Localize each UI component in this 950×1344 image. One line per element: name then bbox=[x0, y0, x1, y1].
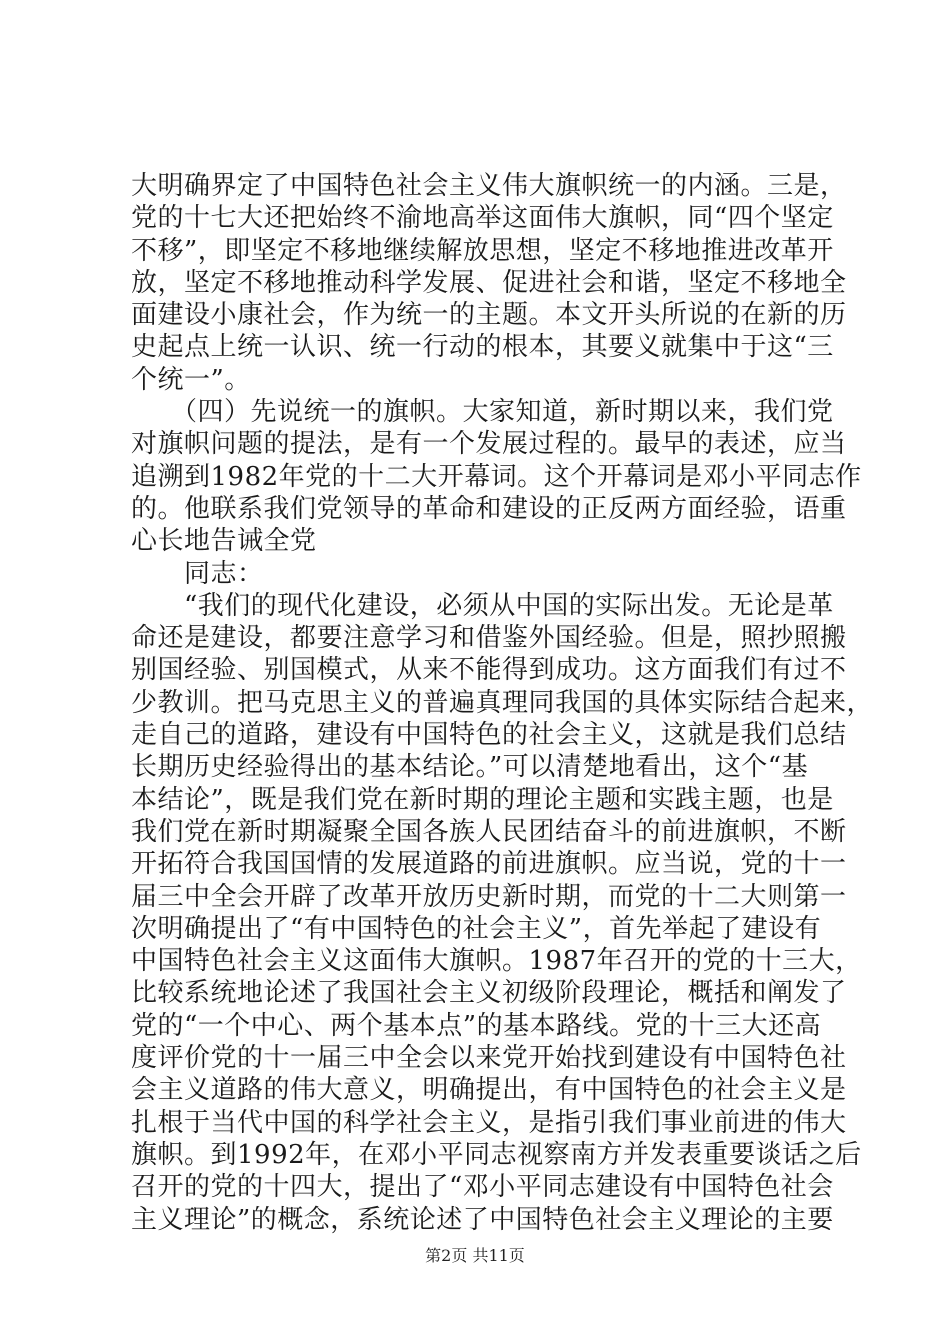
text-line: 不移”，即坚定不移地继续解放思想，坚定不移地推进改革开 bbox=[131, 235, 834, 266]
page-footer: 第2页 共11页 bbox=[425, 1246, 525, 1265]
text-line: 同志： bbox=[131, 558, 264, 589]
text-line: 党的“一个中心、两个基本点”的基本路线。党的十三大还高 bbox=[131, 1010, 822, 1041]
text-line: 面建设小康社会，作为统一的主题。本文开头所说的在新的历 bbox=[131, 300, 847, 331]
text-line: 心长地告诫全党 bbox=[131, 526, 317, 557]
text-line: 大明确界定了中国特色社会主义伟大旗帜统一的内涵。三是， bbox=[131, 171, 847, 201]
text-line: 史起点上统一认识、统一行动的根本，其要义就集中于这“三 bbox=[131, 332, 834, 363]
text-line: 别国经验、别国模式，从来不能得到成功。这方面我们有过不 bbox=[131, 655, 847, 686]
text-line: 命还是建设，都要注意学习和借鉴外国经验。但是，照抄照搬 bbox=[131, 623, 847, 654]
text-line: 比较系统地论述了我国社会主义初级阶段理论，概括和阐发了 bbox=[131, 978, 847, 1009]
text-line: 追溯到1982年党的十二大开幕词。这个开幕词是邓小平同志作 bbox=[131, 461, 862, 492]
text-line: 少教训。把马克思主义的普遍真理同我国的具体实际结合起来， bbox=[131, 687, 874, 718]
text-line: 放，坚定不移地推动科学发展、促进社会和谐，坚定不移地全 bbox=[131, 267, 847, 298]
text-line: 开拓符合我国国情的发展道路的前进旗帜。应当说，党的十一 bbox=[131, 849, 847, 880]
text-line: 届三中全会开辟了改革开放历史新时期，而党的十二大则第一 bbox=[131, 881, 847, 912]
text-line: 对旗帜问题的提法，是有一个发展过程的。最早的表述，应当 bbox=[131, 429, 847, 460]
text-line: 旗帜。到1992年，在邓小平同志视察南方并发表重要谈话之后 bbox=[131, 1139, 862, 1170]
text-line: 本结论”，既是我们党在新时期的理论主题和实践主题，也是 bbox=[131, 784, 834, 815]
text-line: 召开的党的十四大，提出了“邓小平同志建设有中国特色社会 bbox=[131, 1172, 834, 1203]
text-line: 走自己的道路，建设有中国特色的社会主义，这就是我们总结 bbox=[131, 720, 847, 751]
text-line: 次明确提出了“有中国特色的社会主义”，首先举起了建设有 bbox=[131, 913, 822, 944]
text-line: 中国特色社会主义这面伟大旗帜。1987年召开的党的十三大， bbox=[131, 946, 862, 977]
document-body bbox=[131, 170, 874, 1236]
text-line: 扎根于当代中国的科学社会主义，是指引我们事业前进的伟大 bbox=[131, 1107, 847, 1138]
text-line: 主义理论”的概念，系统论述了中国特色社会主义理论的主要 bbox=[131, 1204, 834, 1235]
text-line: 个统一”。 bbox=[131, 364, 251, 395]
text-line: 长期历史经验得出的基本结论。”可以清楚地看出，这个“基 bbox=[131, 752, 809, 783]
text-line: 度评价党的十一届三中全会以来党开始找到建设有中国特色社 bbox=[131, 1043, 847, 1074]
text-line: 的。他联系我们党领导的革命和建设的正反两方面经验，语重 bbox=[131, 493, 847, 524]
text-line: 会主义道路的伟大意义，明确提出，有中国特色的社会主义是 bbox=[131, 1075, 847, 1106]
text-line: 党的十七大还把始终不渝地高举这面伟大旗帜，同“四个坚定 bbox=[131, 203, 834, 234]
text-line: “我们的现代化建设，必须从中国的实际出发。无论是革 bbox=[131, 590, 834, 621]
text-line: 我们党在新时期凝聚全国各族人民团结奋斗的前进旗帜，不断 bbox=[131, 816, 847, 847]
text-line: （四）先说统一的旗帜。大家知道，新时期以来，我们党 bbox=[131, 397, 834, 428]
